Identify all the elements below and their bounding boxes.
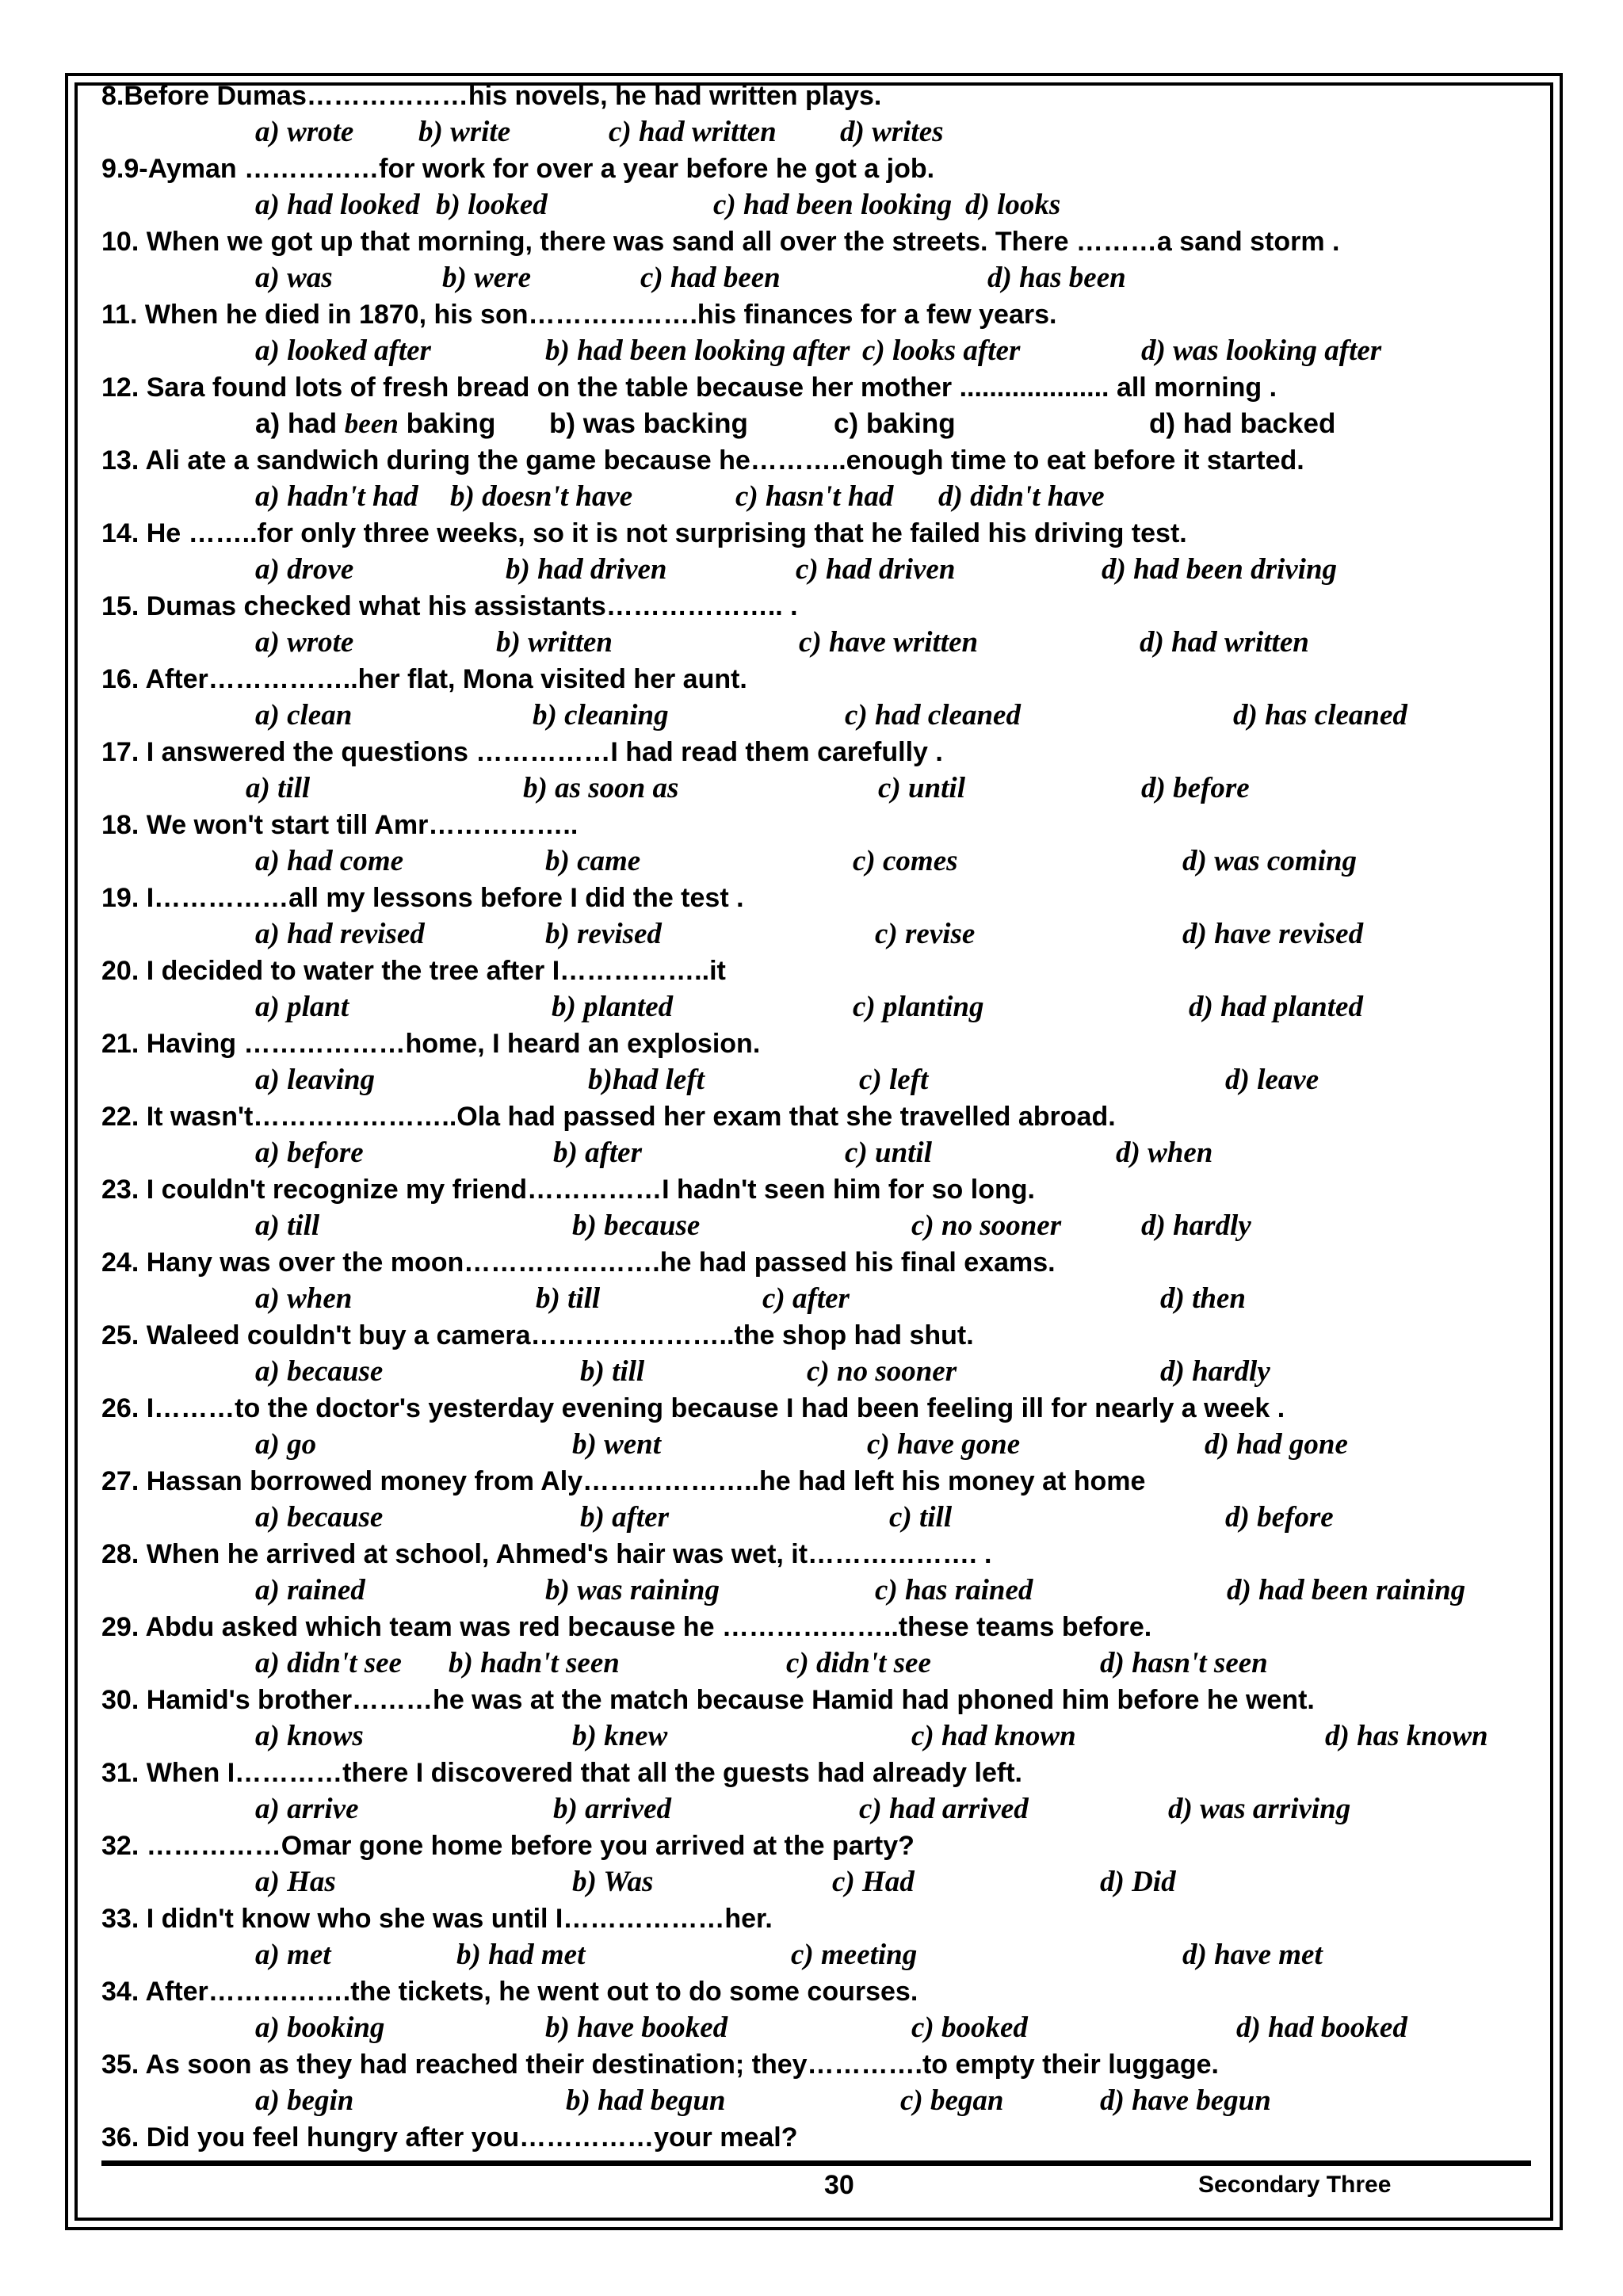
answer-options [101, 1937, 1536, 1973]
option-b[interactable]: b) cleaning [533, 699, 669, 732]
question-text: 24. Hany was over the moon………………….he had passed his final exams. [101, 1247, 1056, 1278]
option-b[interactable]: b) doesn't have [450, 480, 633, 513]
option-c[interactable]: c) no sooner [807, 1355, 957, 1388]
answer-options [101, 1281, 1536, 1317]
option-a[interactable]: a) drove [255, 553, 354, 586]
option-a[interactable]: a) looked after [255, 334, 431, 367]
question-text: 8.Before Dumas………………his novels, he had written plays. [101, 81, 882, 111]
option-d[interactable]: d) had gone [1205, 1428, 1348, 1461]
option-b[interactable]: b) after [553, 1137, 642, 1169]
option-b[interactable]: b) till [536, 1282, 601, 1315]
option-c[interactable]: c) have gone [867, 1428, 1021, 1461]
option-d[interactable]: d) hardly [1141, 1209, 1251, 1242]
footer-label: Secondary Three [1198, 2172, 1392, 2198]
option-a[interactable]: a) clean [255, 699, 353, 732]
option-b[interactable]: b) till [580, 1355, 645, 1388]
option-d[interactable]: d) leave [1225, 1064, 1319, 1096]
option-c[interactable]: c) had arrived [859, 1793, 1029, 1825]
option-c[interactable]: c) hasn't had [735, 480, 894, 513]
answer-options [101, 770, 1536, 807]
option-a[interactable]: a) because [255, 1355, 384, 1388]
option-c[interactable]: c) booked [911, 2011, 1028, 2044]
answer-options [101, 1427, 1536, 1463]
option-b[interactable]: b) arrived [553, 1793, 671, 1825]
question-text: 30. Hamid's brother………he was at the match because Hamid had phoned him before he went. [101, 1685, 1315, 1715]
option-a[interactable]: a) wrote [255, 116, 354, 148]
question-text: 32. ……………Omar gone home before you arrived at the party? [101, 1831, 915, 1861]
option-b[interactable]: b) as soon as [523, 772, 679, 804]
option-c[interactable]: c) left [859, 1064, 929, 1096]
option-a[interactable]: a) before [255, 1137, 364, 1169]
option-b[interactable]: b) because [572, 1209, 701, 1242]
answer-options [101, 1791, 1536, 1828]
answer-options [101, 1135, 1536, 1171]
option-text: baking [398, 408, 496, 439]
question-text: 29. Abdu asked which team was red because he ………………..these teams before. [101, 1612, 1152, 1642]
option-d[interactable]: d) have met [1182, 1939, 1323, 1971]
option-c[interactable]: c) until [845, 1137, 932, 1169]
option-b[interactable]: b) had begun [566, 2084, 726, 2117]
option-a[interactable]: a) go [255, 1428, 317, 1461]
option-a[interactable]: a) because [255, 1501, 384, 1534]
option-c[interactable]: c) had been [640, 262, 781, 294]
answer-options [101, 625, 1536, 661]
answer-options [101, 916, 1536, 953]
option-a[interactable]: a) leaving [255, 1064, 376, 1096]
answer-options [101, 1645, 1536, 1682]
question-text: 27. Hassan borrowed money from Aly………………..he had left his money at home [101, 1466, 1146, 1496]
option-b[interactable]: b) write [418, 116, 511, 148]
option-c[interactable]: c) had driven [796, 553, 956, 586]
option-a[interactable]: a) met [255, 1939, 331, 1971]
option-b[interactable]: b)had left [588, 1064, 705, 1096]
option-a[interactable]: a) had looked [255, 189, 420, 221]
option-d[interactable]: d) didn't have [938, 480, 1105, 513]
option-a[interactable]: a) wrote [255, 626, 354, 659]
option-d[interactable]: d) hasn't seen [1100, 1647, 1268, 1679]
option-text-italic: been [344, 408, 399, 439]
answer-options [101, 552, 1536, 588]
option-a[interactable]: a) begin [255, 2084, 354, 2117]
option-d[interactable]: d) have revised [1182, 918, 1364, 950]
option-d[interactable]: d) before [1141, 772, 1250, 804]
option-b[interactable]: b) had driven [506, 553, 667, 586]
option-c[interactable]: c) had written [609, 116, 777, 148]
option-a[interactable]: a) had come [255, 845, 404, 877]
answer-options [101, 843, 1536, 880]
option-b[interactable]: b) were [442, 262, 531, 294]
question-text: 22. It wasn't…………………..Ola had passed her exam that she travelled abroad. [101, 1102, 1116, 1132]
footer-rule [101, 2160, 1531, 2166]
option-a[interactable]: a) rained [255, 1574, 365, 1606]
option-b[interactable]: b) was raining [545, 1574, 720, 1606]
question-text: 25. Waleed couldn't buy a camera…………………..the shop had shut. [101, 1320, 974, 1350]
option-a[interactable]: a) Has [255, 1866, 336, 1898]
answer-options [101, 1499, 1536, 1536]
option-b[interactable]: b) after [580, 1501, 669, 1534]
option-c[interactable]: c) looks after [862, 334, 1021, 367]
option-d[interactable]: d) then [1160, 1282, 1246, 1315]
option-a[interactable]: a) till [255, 1209, 320, 1242]
answer-options [101, 260, 1536, 296]
option-b[interactable]: b) was backing [549, 408, 748, 439]
question-text: 18. We won't start till Amr…………….. [101, 810, 579, 840]
option-c[interactable]: c) after [762, 1282, 850, 1315]
option-a[interactable]: a) had revised [255, 918, 425, 950]
option-c[interactable]: c) had known [911, 1720, 1076, 1752]
option-a[interactable]: a) when [255, 1282, 353, 1315]
option-c[interactable]: c) Had [832, 1866, 915, 1898]
answer-options [101, 1208, 1536, 1244]
answer-options [101, 114, 1536, 151]
option-d[interactable]: d) was looking after [1141, 334, 1382, 367]
option-d[interactable]: d) writes [840, 116, 944, 148]
option-b[interactable]: b) knew [572, 1720, 668, 1752]
answer-options [101, 697, 1536, 734]
option-c[interactable]: c) didn't see [786, 1647, 931, 1679]
option-text: a) had [255, 408, 345, 439]
question-text: 21. Having ………………home, I heard an explosion. [101, 1029, 761, 1059]
answer-options [101, 187, 1536, 223]
question-text: 20. I decided to water the tree after I……………..it [101, 956, 726, 986]
option-c[interactable]: c) till [889, 1501, 953, 1534]
question-text: 34. After…………….the tickets, he went out to do some courses. [101, 1977, 918, 2007]
answer-options [101, 989, 1536, 1026]
answer-options [101, 1718, 1536, 1755]
option-d[interactable]: d) had been driving [1102, 553, 1338, 586]
option-a[interactable]: a) booking [255, 2011, 385, 2044]
option-c[interactable]: c) until [878, 772, 965, 804]
option-c[interactable]: c) revise [875, 918, 976, 950]
question-text: 23. I couldn't recognize my friend……………I hadn't seen him for so long. [101, 1175, 1035, 1205]
option-c[interactable]: c) comes [853, 845, 958, 877]
option-d[interactable]: d) was arriving [1168, 1793, 1351, 1825]
option-c[interactable]: c) have written [799, 626, 979, 659]
option-a[interactable]: a) arrive [255, 1793, 359, 1825]
answer-options [101, 1572, 1536, 1609]
option-d[interactable]: d) had planted [1189, 991, 1363, 1023]
option-b[interactable]: b) looked [436, 189, 548, 221]
answer-options [101, 2010, 1536, 2046]
option-b[interactable]: b) had been looking after [545, 334, 850, 367]
option-d[interactable]: d) has known [1325, 1720, 1488, 1752]
question-text: 15. Dumas checked what his assistants……………….. . [101, 591, 798, 621]
option-d[interactable]: d) have begun [1100, 2084, 1271, 2117]
question-text: 10. When we got up that morning, there was sand all over the streets. There ………a sand storm . [101, 227, 1340, 257]
option-c[interactable]: c) began [900, 2084, 1004, 2117]
option-c[interactable]: c) planting [853, 991, 984, 1023]
option-d[interactable]: d) when [1116, 1137, 1213, 1169]
question-text: 26. I………to the doctor's yesterday evening because I had been feeling ill for nearly a week . [101, 1393, 1285, 1423]
question-text: 33. I didn't know who she was until I………………her. [101, 1904, 773, 1934]
option-d[interactable]: d) was coming [1182, 845, 1357, 877]
question-list [101, 78, 1536, 2156]
option-d[interactable]: d) has been [987, 262, 1126, 294]
option-b[interactable]: b) revised [545, 918, 662, 950]
option-a[interactable]: a) didn't see [255, 1647, 402, 1679]
question-text: 12. Sara found lots of fresh bread on the table because her mother .................... all morning . [101, 372, 1277, 403]
question-text: 14. He ……..for only three weeks, so it is not surprising that he failed his driving test. [101, 518, 1187, 548]
option-a[interactable] [255, 406, 495, 442]
option-b[interactable]: b) had met [456, 1939, 586, 1971]
page-number: 30 [824, 2170, 854, 2200]
option-b[interactable]: b) written [496, 626, 613, 659]
answer-options [101, 1354, 1536, 1390]
question-text: 19. I……………all my lessons before I did the test . [101, 883, 744, 913]
option-d[interactable]: d) has cleaned [1233, 699, 1407, 732]
option-c[interactable]: c) has rained [875, 1574, 1033, 1606]
option-a[interactable]: a) was [255, 262, 333, 294]
option-a[interactable]: a) till [246, 772, 311, 804]
option-d[interactable]: d) had backed [1149, 408, 1336, 439]
option-b[interactable]: b) Was [572, 1866, 654, 1898]
option-d[interactable]: d) Did [1100, 1866, 1176, 1898]
option-d[interactable]: d) hardly [1160, 1355, 1270, 1388]
option-d[interactable]: d) had booked [1236, 2011, 1407, 2044]
option-a[interactable]: a) hadn't had [255, 480, 418, 513]
option-c[interactable]: c) had been looking [713, 189, 953, 221]
option-b[interactable]: b) planted [552, 991, 674, 1023]
option-d[interactable]: d) looks [965, 189, 1061, 221]
option-d[interactable]: d) before [1225, 1501, 1334, 1534]
option-b[interactable]: b) went [572, 1428, 662, 1461]
question-text: 13. Ali ate a sandwich during the game because he………..enough time to eat before it started. [101, 445, 1304, 476]
question-text: 35. As soon as they had reached their destination; they………….to empty their luggage. [101, 2050, 1220, 2080]
option-d[interactable]: d) had been raining [1227, 1574, 1466, 1606]
option-b[interactable]: b) came [545, 845, 641, 877]
option-c[interactable]: c) had cleaned [845, 699, 1021, 732]
option-c[interactable]: c) no sooner [911, 1209, 1062, 1242]
option-b[interactable]: b) have booked [545, 2011, 728, 2044]
question-text: 17. I answered the questions ……………I had read them carefully . [101, 737, 943, 767]
option-b[interactable]: b) hadn't seen [449, 1647, 620, 1679]
question-text: 31. When I…………there I discovered that all the guests had already left. [101, 1758, 1022, 1788]
option-a[interactable]: a) knows [255, 1720, 364, 1752]
question-text: 9.9-Ayman ……………for work for over a year before he got a job. [101, 154, 935, 184]
answer-options [101, 479, 1536, 515]
option-d[interactable]: d) had written [1140, 626, 1309, 659]
option-c[interactable]: c) baking [834, 408, 956, 439]
answer-options [101, 2083, 1536, 2119]
option-c[interactable]: c) meeting [791, 1939, 918, 1971]
question-text: 28. When he arrived at school, Ahmed's hair was wet, it………………. . [101, 1539, 992, 1569]
answer-options [101, 1864, 1536, 1901]
answer-options [101, 1062, 1536, 1098]
answer-options [101, 333, 1536, 369]
question-text: 11. When he died in 1870, his son……………….his finances for a few years. [101, 300, 1057, 330]
question-text: 16. After……………..her flat, Mona visited her aunt. [101, 664, 747, 694]
question-text: 36. Did you feel hungry after you……………your meal? [101, 2122, 798, 2153]
answer-options [101, 406, 1536, 442]
option-a[interactable]: a) plant [255, 991, 349, 1023]
